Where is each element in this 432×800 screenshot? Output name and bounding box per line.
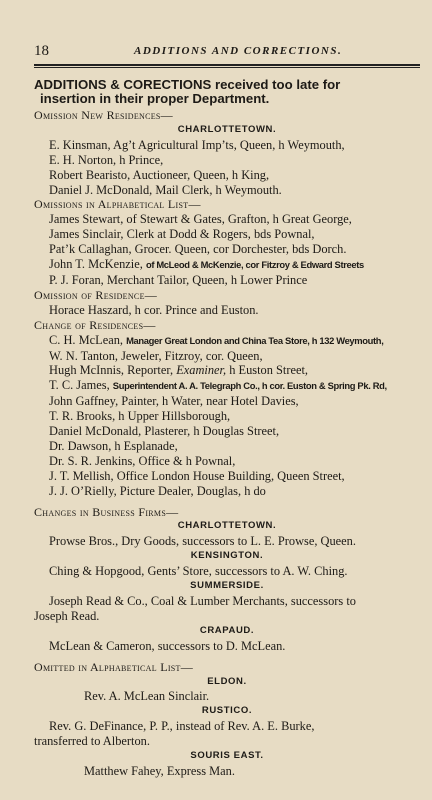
- list-item: J. T. Mellish, Office London House Building, Queen Street,: [49, 468, 345, 483]
- newspaper-name: Examiner,: [176, 363, 227, 378]
- page-content: [34, 78, 420, 779]
- entry-detail: h Euston Street,: [229, 363, 309, 378]
- list-item: McLean & Cameron, successors to D. McLean.: [49, 638, 286, 653]
- page-header: [34, 43, 406, 59]
- main-title: [34, 78, 420, 105]
- place-heading: SOURIS EAST.: [190, 750, 264, 762]
- section-heading-new-residences: Omission New Residences—: [34, 108, 173, 122]
- main-title-line2: insertion in their proper Department.: [40, 90, 270, 106]
- list-item: James Sinclair, Clerk at Dodd & Rogers, bds Pownal,: [49, 227, 315, 242]
- list-item-mckenzie: [34, 257, 420, 273]
- place-heading: CRAPAUD.: [199, 624, 255, 636]
- entry-detail: of McLeod & McKenzie, cor Fitzroy & Edward Streets: [145, 259, 364, 271]
- list-item: James Stewart, of Stewart & Gates, Grafton, h Great George,: [49, 212, 352, 227]
- section-heading-business-firms: Changes in Business Firms—: [34, 504, 179, 519]
- entry-name: T. C. James,: [49, 378, 110, 393]
- header-rule: [34, 64, 420, 66]
- list-item: P. J. Foran, Merchant Tailor, Queen, h Lower Prince: [49, 272, 308, 287]
- list-item: Matthew Fahey, Express Man.: [84, 763, 235, 778]
- main-title-line1: ADDITIONS & CORECTIONS received too late for: [34, 77, 341, 92]
- section-heading-omission-residence: Omission of Residence—: [34, 287, 158, 302]
- section-heading-omitted-alphabetical: Omitted in Alphabetical List—: [34, 659, 194, 674]
- list-item: W. N. Tanton, Jeweler, Fitzroy, cor. Queen,: [49, 348, 263, 363]
- header-rule-thin: [34, 67, 420, 68]
- list-item: Rev. G. DeFinance, P. P., instead of Rev. A. E. Burke,: [49, 719, 315, 734]
- list-item-mclean: [34, 333, 420, 349]
- list-item: Pat’k Callaghan, Grocer. Queen, cor Dorchester, bds Dorch.: [49, 242, 347, 257]
- running-title: ADDITIONS AND CORRECTIONS.: [134, 45, 343, 57]
- list-item: Dr. Dawson, h Esplanade,: [49, 438, 178, 453]
- place-heading: ELDON.: [207, 675, 247, 687]
- list-item: T. R. Brooks, h Upper Hillsborough,: [49, 409, 231, 424]
- list-item-continuation: transferred to Alberton.: [34, 734, 150, 749]
- list-item-james: [34, 378, 420, 394]
- place-heading: KENSINGTON.: [190, 550, 264, 562]
- list-item: Joseph Read & Co., Coal & Lumber Merchants, successors to: [49, 594, 356, 608]
- entry-name: John T. McKenzie,: [49, 257, 143, 272]
- list-item-mcinnis: [34, 363, 420, 378]
- list-item: Horace Haszard, h cor. Prince and Euston.: [49, 302, 259, 317]
- section-heading-omissions-alphabetical: Omissions in Alphabetical List—: [34, 197, 201, 212]
- list-item: Daniel J. McDonald, Mail Clerk, h Weymouth.: [49, 182, 282, 197]
- place-heading: CHARLOTTETOWN.: [177, 520, 277, 532]
- list-item: Daniel McDonald, Plasterer, h Douglas Street,: [49, 424, 280, 439]
- entry-name: Hugh McInnis, Reporter,: [49, 363, 174, 378]
- place-heading: CHARLOTTETOWN.: [177, 123, 277, 135]
- list-item: E. H. Norton, h Prince,: [49, 152, 164, 167]
- place-heading: SUMMERSIDE.: [190, 580, 264, 592]
- list-item-continuation: Joseph Read.: [34, 608, 100, 623]
- list-item: Dr. S. R. Jenkins, Office & h Pownal,: [49, 453, 236, 468]
- list-item: E. Kinsman, Ag’t Agricultural Imp’ts, Queen, h Weymouth,: [49, 137, 345, 152]
- page-number: 18: [34, 43, 49, 59]
- section-heading-change-residences: Change of Residences—: [34, 317, 156, 332]
- list-item: Robert Bearisto, Auctioneer, Queen, h King,: [49, 167, 270, 182]
- list-item: Ching & Hopgood, Gents’ Store, successors to A. W. Ching.: [49, 564, 348, 579]
- list-item: J. J. O’Rielly, Picture Dealer, Douglas, h do: [49, 483, 266, 498]
- entry-detail: Manager Great London and China Tea Store, h 132 Weymouth,: [126, 334, 384, 346]
- entry-name: C. H. McLean,: [49, 332, 123, 347]
- list-item: Rev. A. McLean Sinclair.: [84, 689, 210, 704]
- place-heading: RUSTICO.: [201, 705, 253, 717]
- list-item: Prowse Bros., Dry Goods, successors to L. E. Prowse, Queen.: [49, 534, 356, 549]
- entry-detail: Superintendent A. A. Telegraph Co., h cor. Euston & Spring Pk. Rd,: [112, 380, 387, 392]
- list-item: John Gaffney, Painter, h Water, near Hotel Davies,: [49, 394, 299, 409]
